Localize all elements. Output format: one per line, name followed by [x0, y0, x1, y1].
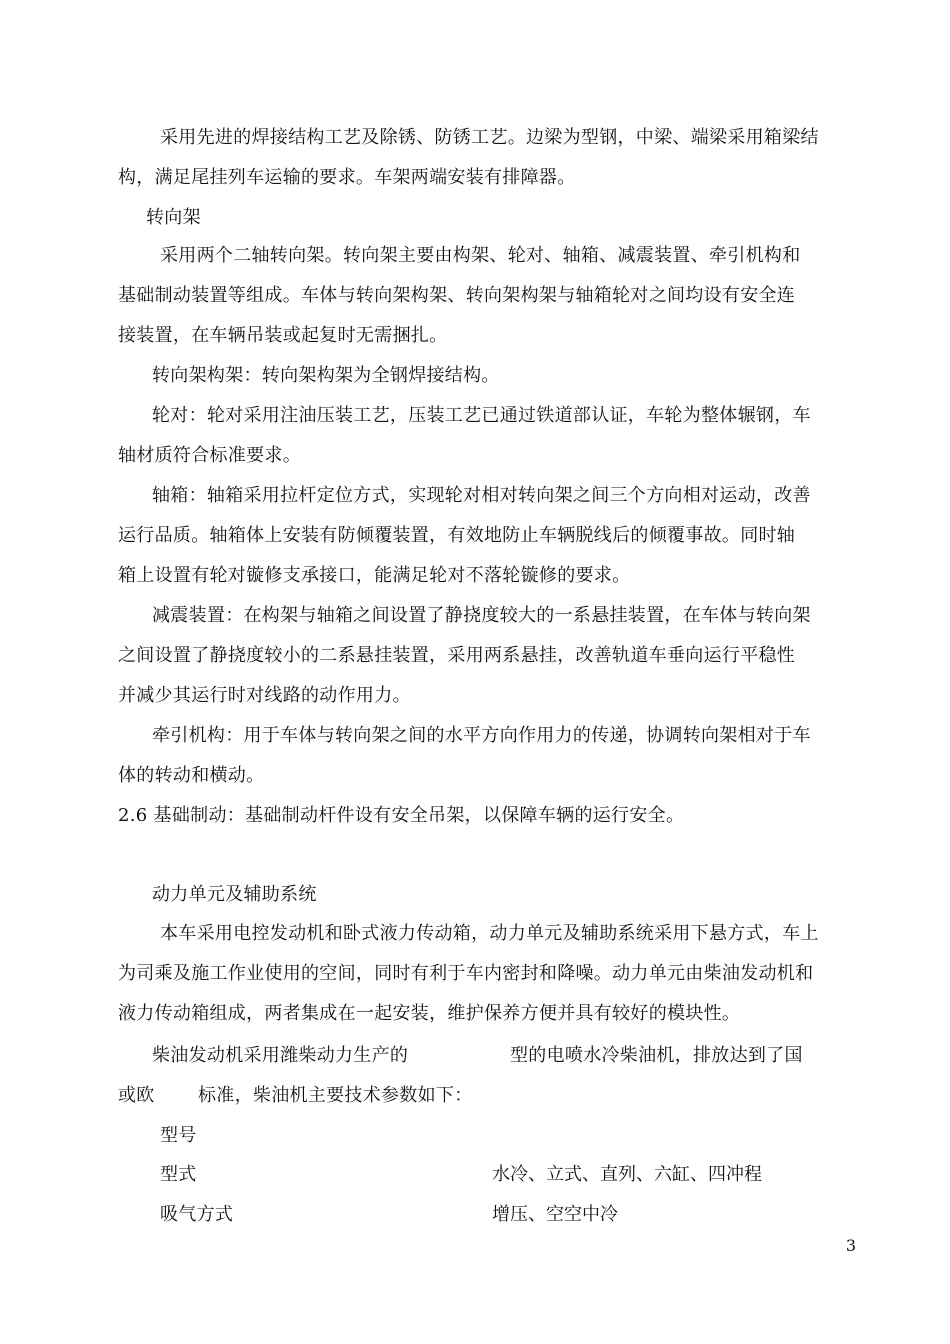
paragraph-line: 并减少其运行时对线路的动作用力。: [118, 685, 411, 706]
spec-label: 型号: [160, 1125, 197, 1146]
paragraph-line: 2.6 基础制动：基础制动杆件设有安全吊架，以保障车辆的运行安全。: [118, 805, 685, 826]
paragraph-line: 之间设置了静挠度较小的二系悬挂装置，采用两系悬挂，改善轨道车垂向运行平稳性: [118, 645, 796, 666]
paragraph-line: 标准，柴油机主要技术参数如下：: [198, 1085, 473, 1106]
paragraph-line: 构，满足尾挂列车运输的要求。车架两端安装有排障器。: [118, 167, 576, 188]
paragraph-line: 为司乘及施工作业使用的空间，同时有利于车内密封和降噪。动力单元由柴油发动机和: [118, 963, 814, 984]
paragraph-line: 本车采用电控发动机和卧式液力传动箱，动力单元及辅助系统采用下悬方式，车上: [160, 923, 819, 944]
paragraph-line: 转向架构架：转向架构架为全钢焊接结构。: [152, 365, 500, 386]
spec-label: 吸气方式: [160, 1204, 234, 1225]
paragraph-line: 轴材质符合标准要求。: [118, 445, 301, 466]
paragraph-line: 基础制动装置等组成。车体与转向架构架、转向架构架与轴箱轮对之间均设有安全连: [118, 285, 796, 306]
paragraph-line: 减震装置：在构架与轴箱之间设置了静挠度较大的一系悬挂装置，在车体与转向架: [152, 605, 811, 626]
paragraph-line: 轴箱：轴箱采用拉杆定位方式，实现轮对相对转向架之间三个方向相对运动，改善: [152, 485, 811, 506]
paragraph-line: 采用先进的焊接结构工艺及除锈、防锈工艺。边梁为型钢，中梁、端梁采用箱梁结: [160, 127, 819, 148]
paragraph-line: 采用两个二轴转向架。转向架主要由构架、轮对、轴箱、减震装置、牵引机构和: [160, 245, 801, 266]
paragraph-line: 型的电喷水冷柴油机，排放达到了国: [510, 1045, 803, 1066]
paragraph-line: 牵引机构：用于车体与转向架之间的水平方向作用力的传递，协调转向架相对于车: [152, 725, 811, 746]
paragraph-line: 柴油发动机采用潍柴动力生产的: [152, 1045, 409, 1066]
section-heading-power-unit: 动力单元及辅助系统: [152, 884, 317, 905]
spec-label: 型式: [160, 1164, 197, 1185]
section-heading-bogie: 转向架: [146, 207, 201, 228]
paragraph-line: 接装置，在车辆吊装或起复时无需捆扎。: [118, 325, 448, 346]
paragraph-line: 箱上设置有轮对镟修支承接口，能满足轮对不落轮镟修的要求。: [118, 565, 631, 586]
paragraph-line: 体的转动和横动。: [118, 765, 265, 786]
spec-value: 增压、空空中冷: [492, 1204, 618, 1225]
paragraph-line: 液力传动箱组成，两者集成在一起安装，维护保养方便并具有较好的模块性。: [118, 1003, 741, 1024]
spec-value: 水冷、立式、直列、六缸、四冲程: [492, 1164, 762, 1185]
page-number: 3: [845, 1236, 856, 1255]
paragraph-line: 轮对：轮对采用注油压装工艺，压装工艺已通过铁道部认证，车轮为整体辗钢，车: [152, 405, 811, 426]
paragraph-line: 运行品质。轴箱体上安装有防倾覆装置，有效地防止车辆脱线后的倾覆事故。同时轴: [118, 525, 796, 546]
paragraph-line: 或欧: [118, 1085, 155, 1106]
